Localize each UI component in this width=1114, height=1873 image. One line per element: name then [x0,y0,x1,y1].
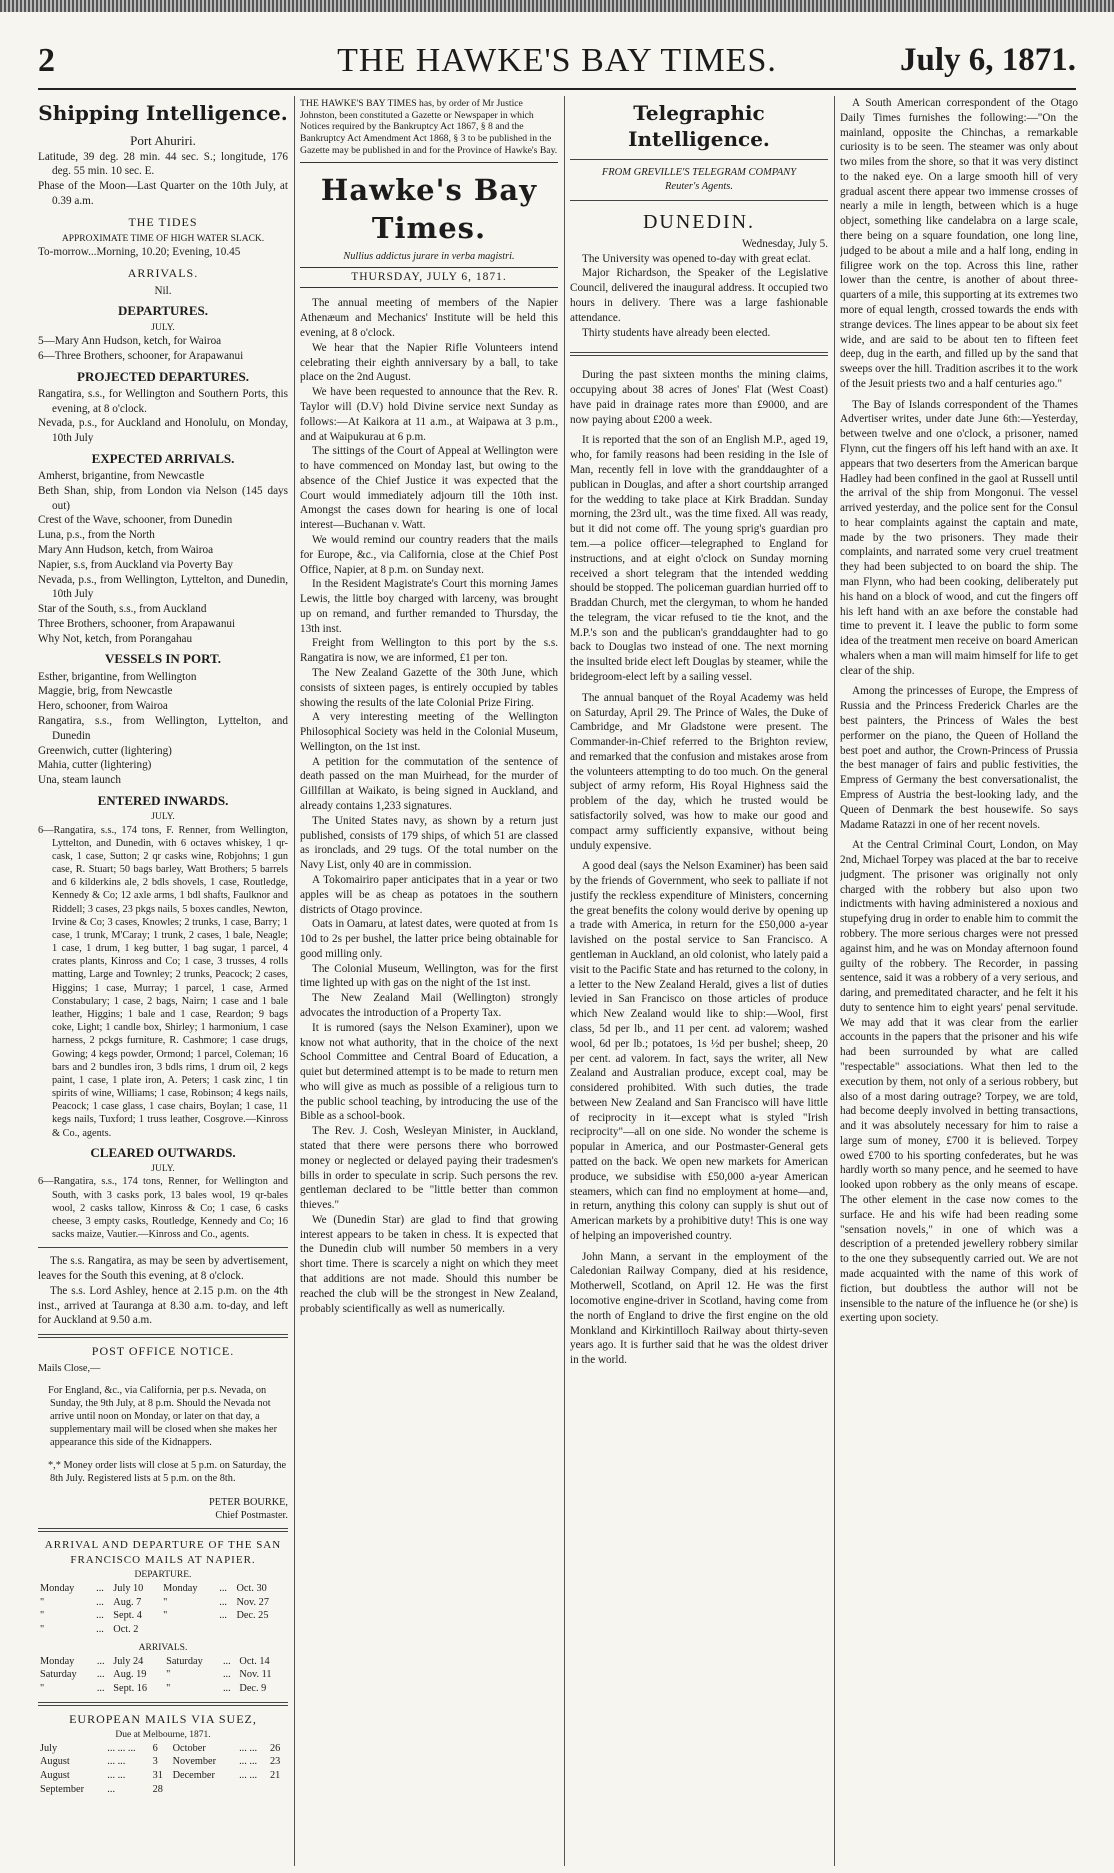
news-paragraph: Freight from Wellington to this port by the s.s. Rangatira is now, we are informed, £1 per ton. [300,637,558,665]
suez-sub: Due at Melbourne, 1871. [115,1730,211,1741]
dateline: THURSDAY, JULY 6, 1871. [300,267,558,288]
column-shipping [38,96,288,1866]
column-local-news [300,96,558,1866]
news-paragraph: It is rumored (says the Nelson Examiner), upon we know not what authority, that in the choice of the next School Committee and Central Board of Education, a quiet but determined attempt is to be made to return men who will give as much as possible of a religious turn to the public school teaching, by introducing the use of the Bible as a school-book. [300,1021,558,1123]
cleared-month: JULY. [151,1163,175,1174]
telegram-agents: Reuter's Agents. [665,180,733,192]
table-row: " ... Sept. 4 " ... Dec. 25 [40,1610,269,1622]
tides-sub: APPROXIMATE TIME OF HIGH WATER SLACK. [61,233,265,244]
sf-departure-table [38,1582,288,1636]
arrivals-text: Nil. [154,284,172,297]
news-paragraph: A South American correspondent of the Otago Daily Times furnishes the following:—"On the mainland, opposite the Chinchas, a remarkable curiosity is to be seen. The steamer was only about two miles from the shore, so that it was very distinct to the naked eye. On a large smooth hill of very gradual ascent there appear two immense crosses of nearly a mile in length, between which is a huge object, something like candelabra on a large scale, there being on a square foundation, one long line, judged to be about a mile and a half long, ending in filigree work on the top. Across this line, rather lower than the centre, is another of about three-quarters of a mile, this supporting at its extremes two more of equal length, crossed towards the ends with strange devices. The lines appear to be about six feet wide, and are said to be about ten to fifteen feet deep, dug in the earth, and filled up by the sand that sweeps over the hill. Tradition ascribes it to the work of the Jesuit priests two and a half centuries ago." [840,97,1078,390]
table-row: September ... 28 [40,1783,163,1795]
news-paragraph: The New Zealand Gazette of the 30th June, which consists of sixteen pages, is entirely occupied by tables showing the results of the late Colonial Prize Firing. [300,667,558,709]
list-item: Luna, p.s., from the North [38,529,155,542]
news-paragraph: We (Dunedin Star) are glad to find that growing interest appears to be taken in chess. It is expected that the Dunedin club will number 50 members in a very short time. There is scarcely a night on which they meet that additions are not made. Should this number be reached the club will be the strongest in New Zealand, probably scientifically as well as numerically. [300,1213,558,1315]
news-paragraph: A good deal (says the Nelson Examiner) has been said by the friends of Government, who seek to palliate if not justify the reckless expenditure of Ministers, concerning the great benefits the colony would derive by opening up a trade with America, in return for the £50,000 a-year lavished on the postal service to San Francisco. A gentleman in Auckland, an old colonist, who lately paid a visit to the Pacific State and has returned to the colony, in a letter to the New Zealand Herald, gives a list of duties levied in San Francisco on those articles of produce which New Zealand would like to ship:—Wool, first class, 5d per lb., and 11 per cent. ad valorem; washed wool, 6d per lb.; potatoes, 1s ½d per bushel; sheep, 20 per cent. ad valorem. In fact, says the writer, all New Zealand and Australian produce, except coal, may be considered prohibited. With such duties, the trade between New Zealand and San Francisco will have little of reciprocity in it—except what is styled "Irish reciprocity"—all on one side. No wonder the scheme is popular in America, and our Postmaster-General gets patted on the back. We open new markets for American produce, we subsidise with £50,000 a-year American steamers, which can find no employment at home—and, in return, anything this colony can supply is shut out of American markets by a prohibitive duty! This is one way of helping an impoverished country. [570,860,828,1242]
telegram-source: FROM GREVILLE'S TELEGRAM COMPANY [601,166,797,178]
list-item: Crest of the Wave, schooner, from Dunedin [38,514,233,527]
news-paragraph: In the Resident Magistrate's Court this morning James Lewis, the little boy charged with larceny, was brought up on remand, and further remanded to Thursday, the 13th inst. [300,578,558,635]
entered-text: 6—Rangatira, s.s., 174 tons, F. Renner, from Wellington, Lyttelton, and Dunedin, with 6 octaves whiskey, 1 qr-cask, 1 case, Sutton; 2 qr casks wine, Robjohns; 1 gun case, R. Stuart; 50 bags barley, Watt Brothers; 5 barrels and 6 kilderkins ale, 2 bdls shovels, 1 case, Routledge, Kennedy & Co; 12 axle arms, 1 bdl shafts, Faulknor and Riddell; 3 cases, 23 pkgs nails, 5 boxes candles, Newton, Irvine & Co; 3 cases, Knowles; 2 trunks, 1 case, Barry; 1 case, 1 trunk, M'Caray; 1 trunk, 2 cases, 1 bale, Neagle; 1 case, 1 drum, 1 keg butter, 1 bag sugar, 1 parcel, 4 crates plants, Kinross and Co; 1 case, 3 trusses, 4 rolls matting, Large and Townley; 2 trunks, Peacock; 2 cases, Higgins; 1 case, Murray; 1 parcel, 1 case, Armed Constabulary; 1 case, 2 bags, Nairn; 1 case and 1 bale leather, Higgins; 1 bale and 1 case, Reardon; 9 bags coke, Light; 1 candle box, Shirley; 1 harmonium, 1 case harness, 2 pckgs furniture, R. Cashmore; 1 case drugs, Gowing; 4 kegs powder, Ormond; 1 parcel, Coleman; 16 bars and 2 bundles iron, 3 bdls rims, 1 drum oil, 2 kegs paint, 1 case, 1 plate iron, A. Peters; 1 cask zinc, 1 tin spirits of wine, Williams; 1 case, Robinson; 4 kegs nails, Peacock; 1 case glass, 1 case chairs, Boylan; 1 case, 11 kegs nails, Tuxford; 1 truss leather, Cosgrove.—Kinross & Co., agents. [38,824,288,1139]
news-paragraph: A Tokomairiro paper anticipates that in a year or two apples will be as cheap as potatoes in the southern districts of Otago province. [300,873,558,916]
telegram-paragraph: Major Richardson, the Speaker of the Legislative Council, delivered the inaugural address. It occupied two hours in delivery. There was a large fashionable attendance. [570,267,828,324]
column-miscellany [840,96,1078,1866]
moon-phase: Phase of the Moon—Last Quarter on the 10th July, at 0.39 a.m. [38,180,288,207]
table-row: Saturday ... Aug. 19 " ... Nov. 11 [40,1669,272,1681]
sf-arrivals-table [38,1655,288,1696]
news-paragraph: Oats in Oamaru, at latest dates, were quoted at from 1s 10d to 2s per bushel, the latter price being obtainable for good milling only. [300,918,558,960]
tides-heading: THE TIDES [128,214,198,229]
table-row: Monday ... July 10 Monday ... Oct. 30 [40,1582,267,1594]
postmaster-name: PETER BOURKE, [209,1497,288,1509]
news-paragraph: The New Zealand Mail (Wellington) strongly advocates the introduction of a Property Tax. [300,992,558,1019]
shipping-heading: Shipping Intelligence. [38,101,288,125]
projected-heading: PROJECTED DEPARTURES. [77,368,249,384]
telegram-paragraph: Thirty students have already been elected. [582,326,771,339]
page-header [0,0,1114,95]
news-paragraph: We would remind our country readers that the mails for Europe, &c., via California, close at the Chief Post Office, Napier, at 8 p.m. on Sunday next. [300,533,558,576]
vessels-heading: VESSELS IN PORT. [105,651,221,667]
telegram-day: Wednesday, July 5. [742,237,828,250]
telegraphic-heading: Telegraphic Intelligence. [628,101,770,152]
suez-heading: EUROPEAN MAILS VIA SUEZ, [69,1711,257,1726]
gazette-notice: THE HAWKE'S BAY TIMES has, by order of Mr Justice Johnston, been constituted a Gazette or Newspaper in which Notices required by the Bankruptcy Act 1867, § 8 and the Bankruptcy Act Amendment Act 1868, § 3 to be published in the Gazette may be published in and for the Province of Hawke's Bay. [300,96,558,163]
sf-arrivals-heading: ARRIVALS. [138,1643,188,1654]
entered-heading: ENTERED INWARDS. [97,792,229,808]
departures-month: JULY. [151,322,175,333]
header-rule [38,88,1076,90]
column-telegraphic [570,96,828,1866]
list-item: Star of the South, s.s., from Auckland [38,603,207,616]
table-row: " ... Aug. 7 " ... Nov. 27 [40,1596,269,1608]
expected-heading: EXPECTED ARRIVALS. [91,450,235,466]
news-paragraph: At the Central Criminal Court, London, on May 2nd, Michael Torpey was placed at the bar to receive judgment. The prisoner was originally not only charged with the robbery but also upon two indictments with having administered a noxious and stupefying drug in order to enable him to commit the robbery. The more serious charges were not pressed against him, and he was on Monday afternoon found guilty of the robbery. The Recorder, in passing sentence, said it was a robbery of a very serious, and daring, and premeditated character, and he felt it his duty to sentence him to eight years' penal servitude. We may add that it was clear from the earlier accounts in the papers that the prisoner and his wife had been surrounded by what are called "respectable" associations. What then led to the execution by them, not only of a serious robbery, but also of a most daring outrage? Torpey, we are told, had become deeply involved in betting transactions, and it was absolutely necessary for him to raise a large sum of money, £700 it is believed. Torpey owed £700 to his sporting confederates, but he was hardly worth so many pence, and he seemed to have looked upon robbery as the only means of escape. The other element in the case now comes to the surface. He and his wife had been reading some "sensation novels," in one of which was a description of a pretended jewellery robbery similar to the one they subsequently carried out. We are not made acquainted with the name of this work of fiction, but doubtless the author will not be insensible to the nature of the influence he (or she) is exerting upon society. [840,839,1078,1325]
table-row: " ... Oct. 2 [40,1623,139,1635]
list-item: Hero, schooner, from Wairoa [38,700,168,713]
list-item: Beth Shan, ship, from London via Nelson (145 days out) [38,484,288,512]
shipping-note: The s.s. Rangatira, as may be seen by advertisement, leaves for the South this evening, at 8 o'clock. [38,1255,288,1283]
entered-month: JULY. [151,812,175,823]
news-paragraph: During the past sixteen months the mining claims, occupying about 38 acres of Jones' Flat (West Coast) have paid in drainage rates more than £9000, and are now paying about £200 a week. [570,369,828,426]
news-paragraph: A very interesting meeting of the Wellington Philosophical Society was held in the Colonial Museum, Wellington, on the 1st inst. [300,711,558,753]
motto: Nullius addictus jurare in verba magistri. [343,250,515,262]
news-paragraph: Among the princesses of Europe, the Empress of Russia and the Princess Frederick Charles are the best painters, the Princess of Wales the best performer on the piano, the Queen of Holland the best poet and author, the Crown-Princess of Prussia the best manager of fairs and public festivities, the Empress of Germany the best conversationalist, the Empress of Austria the best-looking lady, and the Queen of Denmark the best housewife. So says Madame Ratazzi in one of her recent novels. [840,685,1078,831]
departures-heading: DEPARTURES. [118,303,208,319]
mails-close: Mails Close,— [38,1362,101,1374]
table-row: July ... ... ... 6 October ... ... 26 [40,1742,281,1754]
list-item: Rangatira, s.s., for Wellington and Southern Ports, this evening, at 8 o'clock. [38,387,288,415]
arrivals-heading: ARRIVALS. [127,265,199,280]
post-text: For England, &c., via California, per p.s. Nevada, on Sunday, the 9th July, at 8 p.m. Should the Nevada not arrive until noon on Monday, or later on that day, a supplementary mail will be closed when she makes her appearance this side of the Kidnappers. [48,1385,278,1448]
port-name: Port Ahuriri. [130,133,196,149]
news-paragraph: We have been requested to announce that the Rev. R. Taylor will (D.V) hold Divine service next Sunday as follows:—At Kaikora at 11 a.m., at Waipawa at 3 p.m., and at Waipukurau at 6 p.m. [300,386,558,443]
post-money: *,* Money order lists will close at 5 p.m. on Saturday, the 8th July. Registered lists at 5 p.m. on the 8th. [48,1460,287,1484]
city-heading: DUNEDIN. [642,210,756,233]
newspaper-title: THE HAWKE'S BAY TIMES. [337,42,777,79]
news-paragraph: The United States navy, as shown by a return just published, consists of 179 ships, of which 51 are classed as ironclads, and 29 tugs. Of the total number on the Navy List, only 40 are in commission. [300,814,558,872]
list-item: Mary Ann Hudson, ketch, from Wairoa [38,544,214,557]
list-item: 5—Mary Ann Hudson, ketch, for Wairoa [38,335,222,348]
list-item: Maggie, brig, from Newcastle [38,685,173,698]
list-item: Esther, brigantine, from Wellington [38,670,197,683]
news-paragraph: A petition for the commutation of the sentence of death passed on the man Muirhead, for the murder of Gillfillan at Waikato, is being signed in Auckland, and already contains 1,233 signatures. [300,755,558,813]
suez-table [38,1742,288,1796]
latitude: Latitude, 39 deg. 28 min. 44 sec. S.; longitude, 176 deg. 55 min. 10 sec. E. [38,150,288,178]
cleared-text: 6—Rangatira, s.s., 174 tons, Renner, for Wellington and South, with 3 casks pork, 13 bales wool, 19 qr-bales wool, 2 casks tallow, Kinross & Co; 1 case, 6 casks cheese, 3 empty casks, Routledge, Kennedy and Co; 16 sacks maize, Vautier.—Kinross and Co., agents. [38,1176,288,1241]
sf-mails-heading: ARRIVAL AND DEPARTURE OF THE SAN FRANCISCO MAILS AT NAPIER. [44,1539,282,1566]
table-row: August ... ... 31 December ... ... 21 [40,1770,281,1782]
news-paragraph: The annual banquet of the Royal Academy was held on Saturday, April 29. The Prince of Wales, the Duke of Cambridge, and Mr Gladstone were present. The Commander-in-Chief referred to the Brighton review, and remarked that the confusion and mistakes arose from the volunteers attempting to do too much. On the general subject of army reform, His Royal Highness said the problem of the day, which he trusted would be satisfactorily solved, was how to make our good and compact army sufficiently expansive, without being unduly expensive. [570,691,828,852]
page-number: 2 [38,42,55,79]
news-paragraph: The Rev. J. Cosh, Wesleyan Minister, in Auckland, stated that there were persons there who borrowed money or neglected or delayed paying their tradesmen's bills in order to speculate in scrip. Such persons the rev. gentleman declared to be "little better than common thieves." [300,1125,558,1212]
list-item: Napier, s.s, from Auckland via Poverty Bay [38,558,233,571]
masthead: Hawke's Bay Times. [320,173,538,246]
tides-text: To-morrow...Morning, 10.20; Evening, 10.45 [38,246,241,259]
post-office-heading: POST OFFICE NOTICE. [91,1344,235,1359]
list-item: Una, steam launch [38,774,121,787]
news-paragraph: John Mann, a servant in the employment of the Caledonian Railway Company, died at his residence, Motherwell, Scotland, on April 12. He was the first locomotive engine-driver in Scotland, having come from the north of England to drive the first engine on the old Monkland and Kirkintilloch Railway about thirty-seven years ago. It is further said that he was the oldest driver in the world. [570,1250,828,1367]
list-item: Rangatira, s.s., from Wellington, Lyttelton, and Dunedin [38,714,288,742]
table-row: " ... Sept. 16 " ... Dec. 9 [40,1682,267,1694]
news-paragraph: We hear that the Napier Rifle Volunteers intend celebrating their eighth anniversary by a ball, to take place on the 2nd August. [300,341,558,384]
table-row: Monday ... July 24 Saturday ... Oct. 14 [40,1655,270,1667]
list-item: Amherst, brigantine, from Newcastle [38,470,205,483]
sf-departure-heading: DEPARTURE. [134,1570,192,1581]
news-paragraph: The Bay of Islands correspondent of the Thames Advertiser writes, under date June 6th:—Yesterday, between twelve and one o'clock, a prisoner, named Flynn, cut the fingers off his left hand with an axe. It appears that two deserters from the American barque Hadley had been confined in the gaol at Russell until the arrival of the ship from Mongonui. The vessel arrived yesterday, and the police sent for the Consul to hear complaints against the captain and mate, made by the two prisoners. They made their complaints, and narrated some very cruel treatment they had been subjected to on board the ship. The man Flynn, who had been cooking, deliberately put his hand on a block of wood, and cut the fingers off his left hand with an axe before the constable had time to prevent it. I leave the public to form some idea of the treatment men receive on board American whalers when a man will maim himself for life to get clear of the ship. [840,398,1078,677]
list-item: Mahia, cutter (lightering) [38,759,152,772]
list-item: Greenwich, cutter (lightering) [38,744,172,757]
list-item: Three Brothers, schooner, from Arapawanui [38,617,236,630]
list-item: Why Not, ketch, from Porangahau [38,632,193,645]
list-item: Nevada, p.s., from Wellington, Lyttelton, and Dunedin, 10th July [38,573,288,601]
cleared-heading: CLEARED OUTWARDS. [90,1144,236,1160]
list-item: Nevada, p.s., for Auckland and Honolulu, on Monday, 10th July [38,417,288,445]
shipping-note: The s.s. Lord Ashley, hence at 2.15 p.m. on the 4th inst., arrived at Tauranga at 8.30 a.m. to-day, and left for Auckland at 9.50 a.m. [38,1284,288,1327]
postmaster-title: Chief Postmaster. [215,1510,288,1522]
telegram-paragraph: The University was opened to-day with great eclat. [582,252,811,265]
news-paragraph: The sittings of the Court of Appeal at Wellington were to have commenced on Monday last, but owing to the absence of the Chief Justice it was expected that the Court would immediately adjourn till the 10th inst. Amongst the cases down for hearing is one of local interest—Buchanan v. Watt. [300,445,558,532]
issue-date: July 6, 1871. [899,42,1076,78]
news-paragraph: The Colonial Museum, Wellington, was for the first time lighted up with gas on the night of the 1st inst. [300,962,558,990]
table-row: August ... ... 3 November ... ... 23 [40,1756,281,1768]
top-border [0,0,1114,12]
list-item: 6—Three Brothers, schooner, for Arapawanui [38,349,244,362]
news-paragraph: It is reported that the son of an English M.P., aged 19, who, for family reasons had been residing in the Isle of Man, recently fell in love with the granddaughter of a publican in Douglas, and after a short courtship arranged for the wedding to take place at Kirk Braddan. Sunday morning, the 23rd ult., was the time fixed. All was ready, but it did not come off. The young sprig's guardian pro tem.—a police officer—telegraphed to England for instructions, and at eight o'clock on Sunday morning received a short telegram that the intended wedding should be stopped. The policeman guardian hurried off to Braddan Church, met the clergyman, to whom he handed the telegram, the vicar refused to tie the knot, and the M.P.'s son and the publican's granddaughter had to go back to Douglas two instead of one. The next morning the insulted bride elect left Douglas by steamer, while the bridegroom-elect left by a sailing vessel. [570,434,828,683]
news-paragraph: The annual meeting of members of the Napier Athenæum and Mechanics' Institute will be held this evening, at 8 o'clock. [300,297,558,340]
